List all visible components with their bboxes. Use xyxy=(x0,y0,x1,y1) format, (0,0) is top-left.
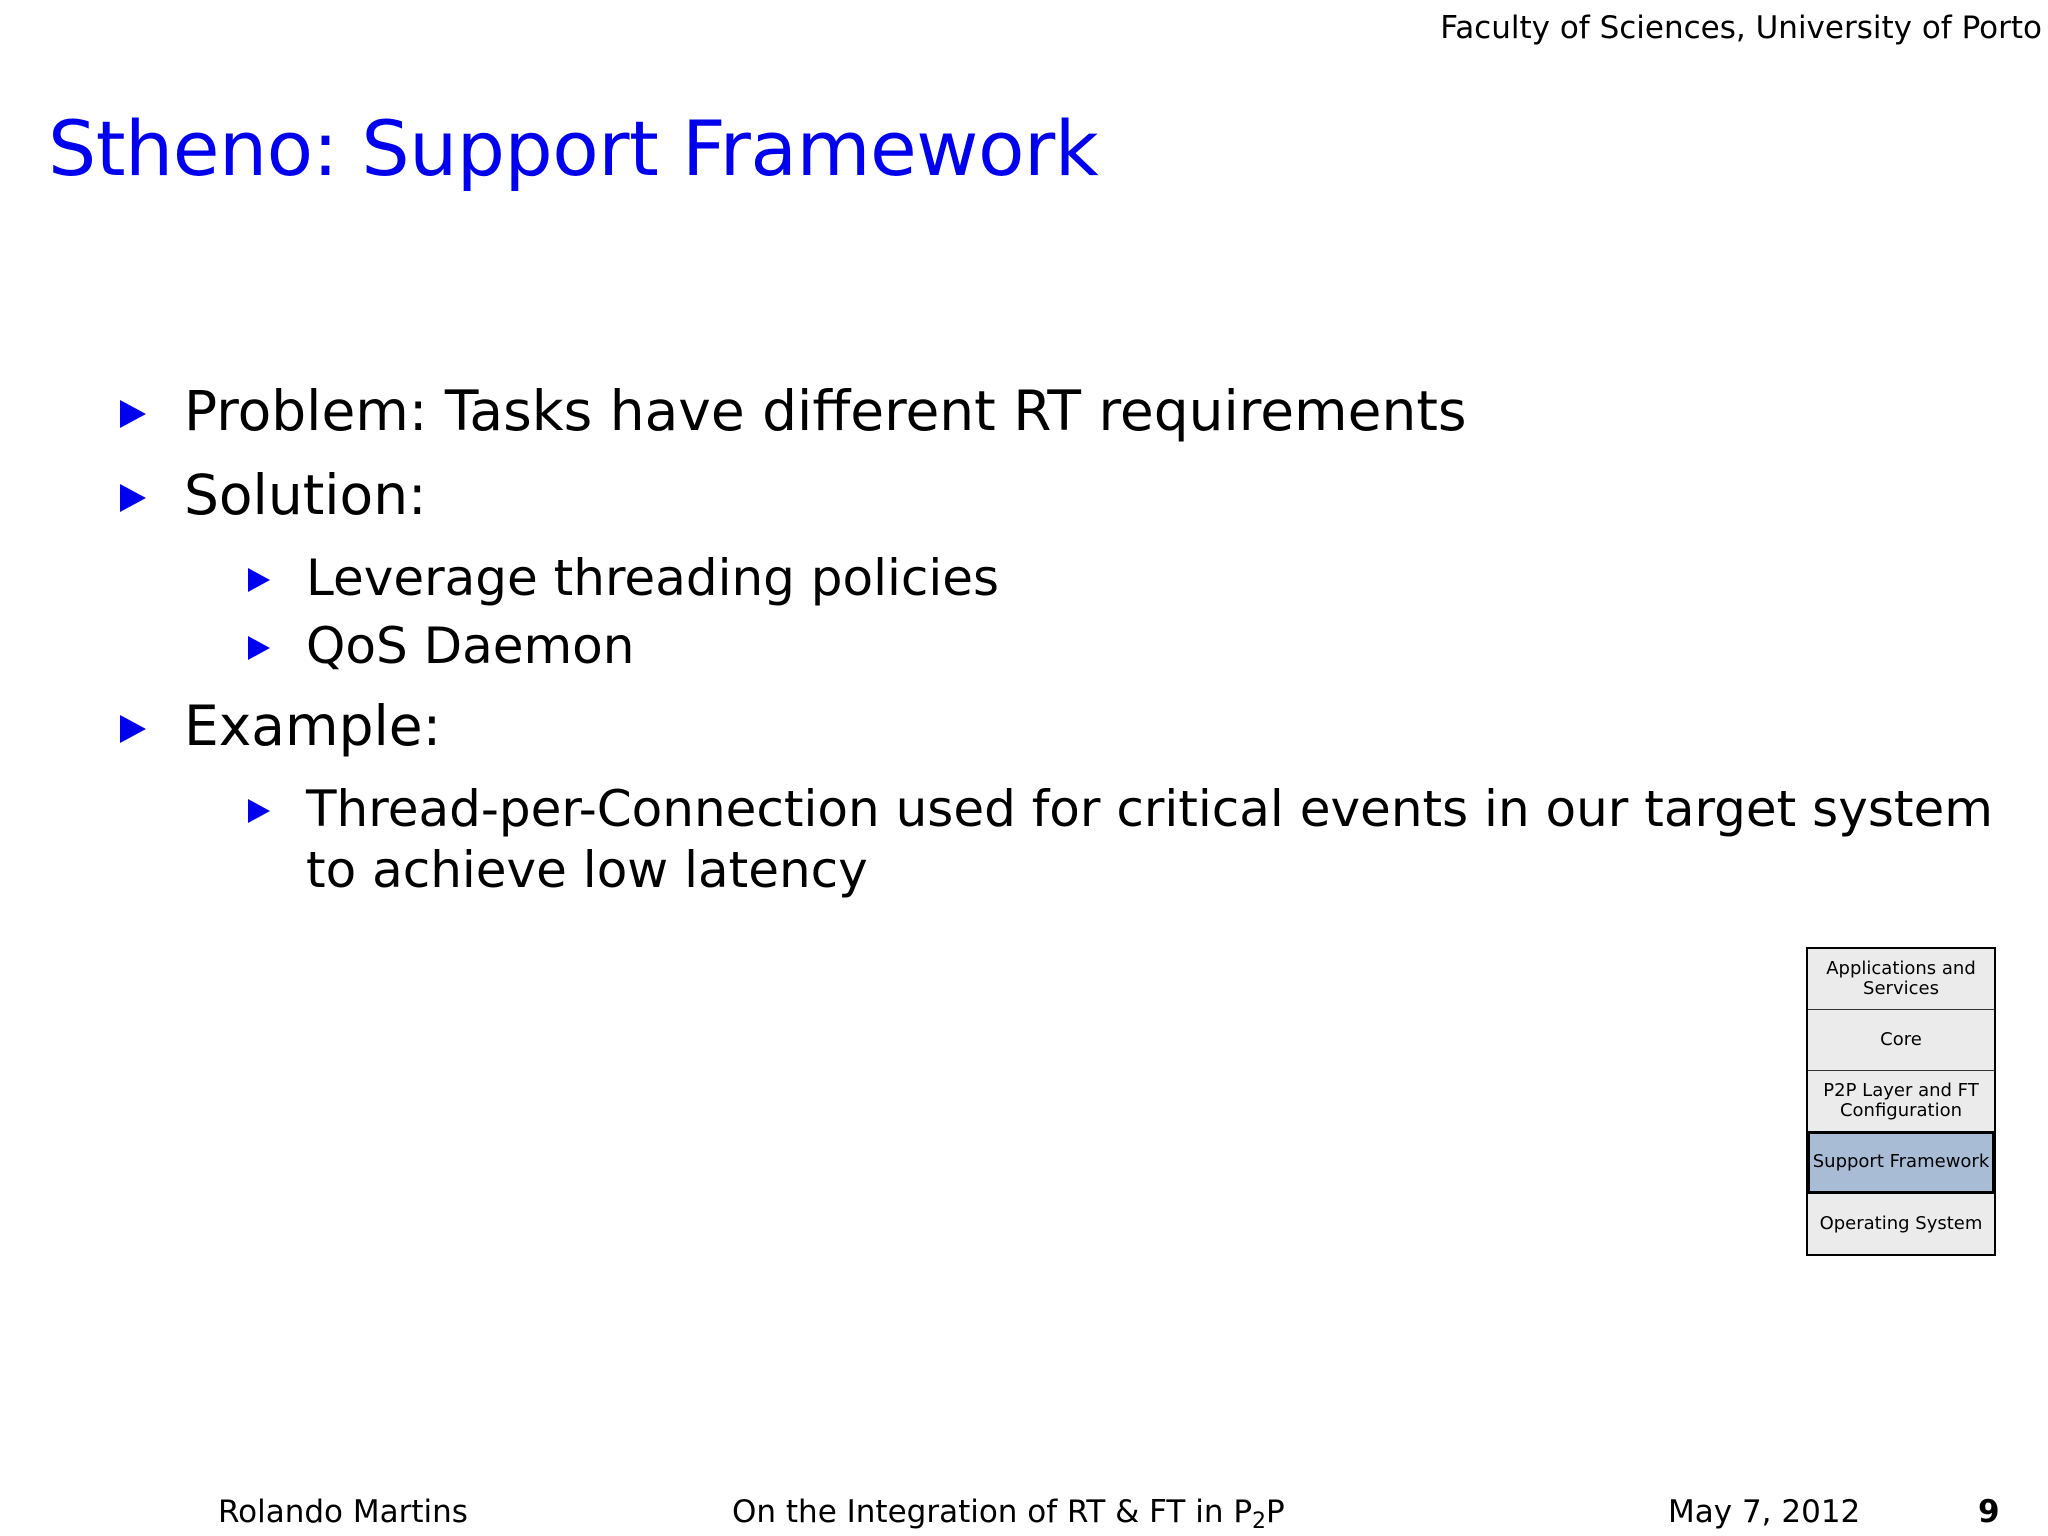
bullet-text: Thread-per-Connection used for critical events in our target system to achieve low latency xyxy=(306,780,1993,899)
subbullet-threading xyxy=(248,548,999,608)
subbullet-qos xyxy=(248,616,634,676)
bullet-text: QoS Daemon xyxy=(306,617,635,675)
bullet-triangle-icon xyxy=(120,400,146,428)
bullet-solution xyxy=(120,462,427,528)
footer-talk-title xyxy=(732,1494,1285,1534)
architecture-stack xyxy=(1806,947,1996,1256)
bullet-triangle-icon xyxy=(120,484,146,512)
stack-layer-applications: Applications and Services xyxy=(1808,949,1994,1010)
talk-title-suffix: P xyxy=(1266,1494,1285,1530)
bullet-text: Problem: Tasks have different RT requirements xyxy=(184,379,1467,443)
header-institution: Faculty of Sciences, University of Porto xyxy=(1440,10,2042,46)
bullet-example xyxy=(120,693,441,759)
stack-layer-core: Core xyxy=(1808,1010,1994,1071)
page-number: 9 xyxy=(1978,1494,2000,1530)
subbullet-thread-per-connection xyxy=(248,779,2026,901)
bullet-triangle-icon xyxy=(120,715,146,743)
stack-layer-support-framework: Support Framework xyxy=(1808,1132,1994,1193)
bullet-triangle-icon xyxy=(248,636,270,660)
bullet-problem xyxy=(120,378,1467,444)
stack-layer-p2p: P2P Layer and FT Configuration xyxy=(1808,1071,1994,1132)
talk-title-subscript: 2 xyxy=(1252,1509,1267,1534)
footer-author: Rolando Martins xyxy=(218,1494,468,1530)
bullet-text: Leverage threading policies xyxy=(306,549,1000,607)
bullet-text: Example: xyxy=(184,694,442,758)
talk-title-prefix: On the Integration of RT & FT in P xyxy=(732,1494,1253,1530)
slide-title: Stheno: Support Framework xyxy=(48,104,1099,193)
bullet-triangle-icon xyxy=(248,799,270,823)
stack-layer-operating-system: Operating System xyxy=(1808,1193,1994,1254)
footer-date: May 7, 2012 xyxy=(1668,1494,1861,1530)
bullet-triangle-icon xyxy=(248,568,270,592)
bullet-text: Solution: xyxy=(184,463,427,527)
